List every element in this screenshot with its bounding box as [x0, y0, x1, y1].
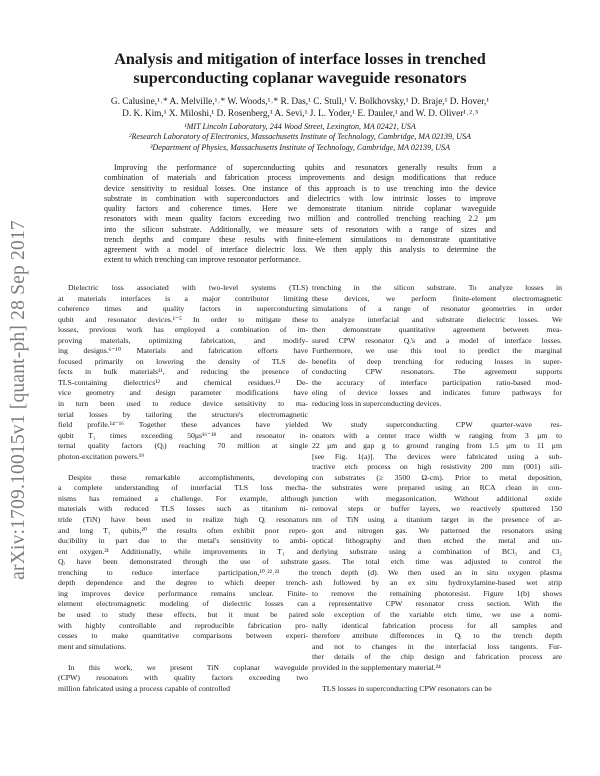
abstract-line: trench depths and compare these results with finite-element simulations to demonstrate quantitative	[104, 234, 496, 244]
left-column-line: losses, previous work has employed a combination of im-	[58, 325, 308, 335]
right-column-line: [see Fig. 1(a)]. The devices were fabricated using a sub-	[312, 451, 562, 461]
left-column-line: and long T₁ qubits,²⁰ the results often exhibit poor repro-	[58, 525, 308, 535]
right-column-line: nally identical fabrication process for all samples and	[312, 620, 562, 630]
left-column-line: proving materials, optimizing fabrication, and modify-	[58, 335, 308, 345]
right-column-line: trenching in the silicon substrate. To analyze losses in	[312, 283, 562, 292]
left-column-line: focused primarily on lowering the density of TLS de-	[58, 356, 308, 366]
left-column-line: qubit and resonator devices.¹⁻⁵ In order to mitigate these	[58, 314, 308, 324]
affiliation-line: ³Department of Physics, Massachusetts Institute of Technology, Cambridge, MA 02139, USA	[149, 142, 451, 152]
right-column-line: to analyze interfacial and substrate dielectric losses. We	[312, 314, 562, 324]
left-column-line: Dielectric loss associated with two-level systems (TLS)	[68, 283, 308, 292]
left-column-line: depth dependence and the degree to which deeper trench-	[58, 578, 308, 588]
abstract-line: extent to which trenching can improve resonator performance.	[104, 255, 301, 265]
left-column-line: TLS-containing dielectrics¹² and chemical residues.¹³ De-	[58, 377, 308, 387]
left-column-line: (CPW) resonators with quality factors exceeding two	[58, 673, 308, 683]
author-line: D. K. Kim,¹ X. Miloshi,¹ D. Rosenberg,¹ A. Sevi,¹ J. L. Yoder,¹ E. Dauler,¹ and W. D. Oliver¹˒²˒³	[122, 109, 478, 120]
right-column-line: gon and nitrogen gas. We patterned the resonators using	[312, 525, 562, 535]
left-column-line: ing designs.⁶⁻¹⁰ Materials and fabrication efforts have	[58, 346, 308, 356]
title-line: Analysis and mitigation of interface losses in trenched	[114, 50, 486, 68]
right-column-line: and not to changes in the interfacial loss tangents. Fur-	[312, 641, 562, 651]
right-column-line: tractive etch process on high resistivity 200 mm (001) sili-	[312, 462, 562, 472]
left-column-line: field profile.¹⁴⁻¹⁶ Together these advances have yielded	[58, 420, 308, 430]
right-column-line: simulations of a range of resonator geometries in order	[312, 304, 562, 314]
arxiv-identifier	[2, 215, 36, 585]
abstract-line: quality factors and coherence times. Here we demonstrate titanium nitride coplanar waveguide	[104, 204, 496, 213]
author-line: G. Calusine,¹˒* A. Melville,¹˒* W. Woods,¹˒* R. Das,¹ C. Stull,¹ V. Bolkhovsky,¹ D. Braje,¹ D. Hover,¹	[110, 97, 490, 107]
right-column-line: a representative CPW resonator cross section. With the	[312, 599, 562, 609]
abstract-line: device sensitivity to residual losses. One instance of this approach is to use trenching into the device	[104, 183, 496, 193]
right-column-line: onators with a center trace width w ranging from 3 μm to	[312, 430, 562, 440]
right-column-line: trench depth (d). We then used an in situ oxygen plasma	[312, 567, 562, 577]
author-list	[66, 96, 534, 121]
abstract-line: resonators with mean quality factors exceeding two million and controlled trenching reaching 2.2 μm	[104, 214, 496, 224]
abstract-line: substrate in combination with superconductors and dielectrics with low intrinsic losses to improve	[104, 193, 496, 203]
right-column-line: derlying substrate using a combination of BCl₃ and Cl₂	[312, 546, 562, 556]
right-column-line: therefore attribute differences in Qᵢ to the trench depth	[312, 631, 562, 641]
right-column-line: gases. The total etch time was adjusted to control the	[312, 557, 562, 567]
left-column-line: nisms has remained a challenge. For example, although	[58, 493, 308, 503]
right-column-line: removal steps or buffer layers, we reactively sputtered 150	[312, 504, 562, 514]
affiliation-list	[66, 122, 534, 153]
affiliation-line: ¹MIT Lincoln Laboratory, 244 Wood Street, Lexington, MA 02421, USA	[184, 122, 416, 131]
left-column-line: a complete understanding of interfacial TLS loss mecha-	[58, 483, 308, 493]
left-column-line: terial losses by tailoring the structure's electromagnetic	[58, 409, 308, 419]
right-column-line: We study superconducting CPW quarter-wave res-	[322, 420, 562, 430]
right-column-line: con substrates (≥ 3500 Ω-cm). Prior to metal deposition,	[312, 472, 562, 482]
left-column-line: materials with reduced TLS losses such as titanium ni-	[58, 504, 308, 514]
right-column-line: then demonstrate quantitative agreement between mea-	[312, 325, 562, 335]
left-column-line: in turn been used to reduce device sensitivity to ma-	[58, 399, 308, 409]
left-column-line: vice geometry and design parameter modifications have	[58, 388, 308, 398]
title-line: superconducting coplanar waveguide resonators	[133, 69, 467, 87]
right-column-line: TLS losses in superconducting CPW resonators can be	[322, 683, 492, 693]
left-column-line: ent oxygen.²¹ Additionally, while improvements in T₁ and	[58, 546, 308, 556]
abstract-line: combination of materials and fabrication process improvements and design modifications that reduce	[104, 173, 496, 183]
left-column-line: coherence times and quality factors in superconducting	[58, 304, 308, 314]
abstract-line: agreement with a model of interface dielectric loss. We then apply this analysis to determine the	[104, 245, 496, 254]
right-column-line: these devices, we perform finite-element electromagnetic	[312, 293, 562, 303]
right-column-line: sured CPW resonator Qᵢ's and a model of interface losses.	[312, 335, 562, 345]
right-column-line: reducing loss in superconducting devices.	[312, 399, 442, 409]
abstract	[104, 163, 496, 266]
left-column-line: ing improves device performance remains unclear. Finite-	[58, 588, 308, 598]
right-column	[312, 283, 562, 694]
arxiv-identifier-text: arXiv:1709.10015v1 [quant-ph] 28 Sep 2017	[8, 220, 29, 580]
left-column-line: element electromagnetic modeling of dielectric losses can	[58, 599, 308, 609]
right-column-line: eling of device losses and indicates future pathways for	[312, 388, 562, 398]
left-column-line: In this work, we present TiN coplanar waveguide	[68, 662, 308, 672]
left-column-line: tride (TiN) have been used to realize high Qᵢ resonators	[58, 515, 308, 525]
right-column-line: junction with megasonication. Without additional oxide	[312, 493, 562, 503]
left-column-line: ternal quality factors (Qᵢ) reaching 70 million at single	[58, 441, 308, 451]
left-column-line: with highly controllable and reproducible fabrication pro-	[58, 620, 308, 630]
abstract-line: Improving the performance of superconducting qubits and resonators generally results from a	[114, 163, 496, 172]
right-column-line	[312, 673, 562, 684]
left-column-line: qubit T₁ times exceeding 50μs¹⁶⁻¹⁸ and resonator in-	[58, 430, 308, 440]
right-column-line: benefits of deep trenching for reducing losses in super-	[312, 356, 562, 366]
right-column-line: provided in the supplementary material.²⁴	[312, 662, 441, 672]
right-column-line: optical lithography and then etched the metal and un-	[312, 536, 562, 546]
right-column-line: 22 μm and gap g to ground ranging from 1.5 μm to 11 μm	[312, 441, 562, 451]
left-column-line: Despite these remarkable accomplishments, developing	[68, 472, 308, 482]
left-column-line: photon-excitation powers.¹⁹	[58, 451, 144, 461]
left-column-line: million fabricated using a process capable of controlled	[58, 683, 230, 693]
left-column-line: ducibility in part due to the metal's sensitivity to ambi-	[58, 536, 308, 546]
right-column-line: sole exception of the variable etch time, we use a nomi-	[312, 609, 562, 619]
abstract-line: into the silicon substrate. Additionally, we measure sets of resonators with a range of sizes and	[104, 224, 496, 234]
right-column-line	[312, 410, 562, 421]
paper-title	[60, 50, 540, 88]
left-column-line: cesses to make quantitative comparisons between experi-	[58, 631, 308, 641]
left-column-line	[58, 652, 308, 663]
left-column-line: fects in bulk materials¹¹, and reducing the presence of	[58, 367, 308, 377]
right-column-line: the substrates were prepared using an RCA clean in con-	[312, 483, 562, 493]
right-column-line: ther details of the chip design and fabrication process are	[312, 652, 562, 662]
right-column-line: ash followed by an ex situ hydroxylamine-based wet strip	[312, 578, 562, 588]
left-column-line: trenching to reduce interface participation,¹⁰˒²²˒²³ the	[58, 567, 308, 577]
left-column-line: ment and simulations.	[58, 641, 127, 651]
right-column-line: the accuracy of interface participation ratio-based mod-	[312, 377, 562, 387]
left-column-line	[58, 462, 308, 473]
left-column-line: Qᵢ have been demonstrated through the use of substrate	[58, 557, 308, 567]
affiliation-line: ²Research Laboratory of Electronics, Massachusetts Institute of Technology, Cambridge, MA 02139, USA	[129, 132, 471, 142]
left-column-line: at materials interfaces is a major contributor limiting	[58, 293, 308, 303]
right-column-line: conducting CPW resonators. The agreement supports	[312, 367, 562, 377]
right-column-line: to remove the remaining photoresist. Figure 1(b) shows	[312, 588, 562, 598]
right-column-line: Furthermore, we use this tool to predict the marginal	[312, 346, 562, 356]
left-column	[58, 283, 308, 694]
right-column-line: nm of TiN using a titanium target in the presence of ar-	[312, 515, 562, 525]
left-column-line: be used to study these effects, but it must be paired	[58, 609, 308, 619]
